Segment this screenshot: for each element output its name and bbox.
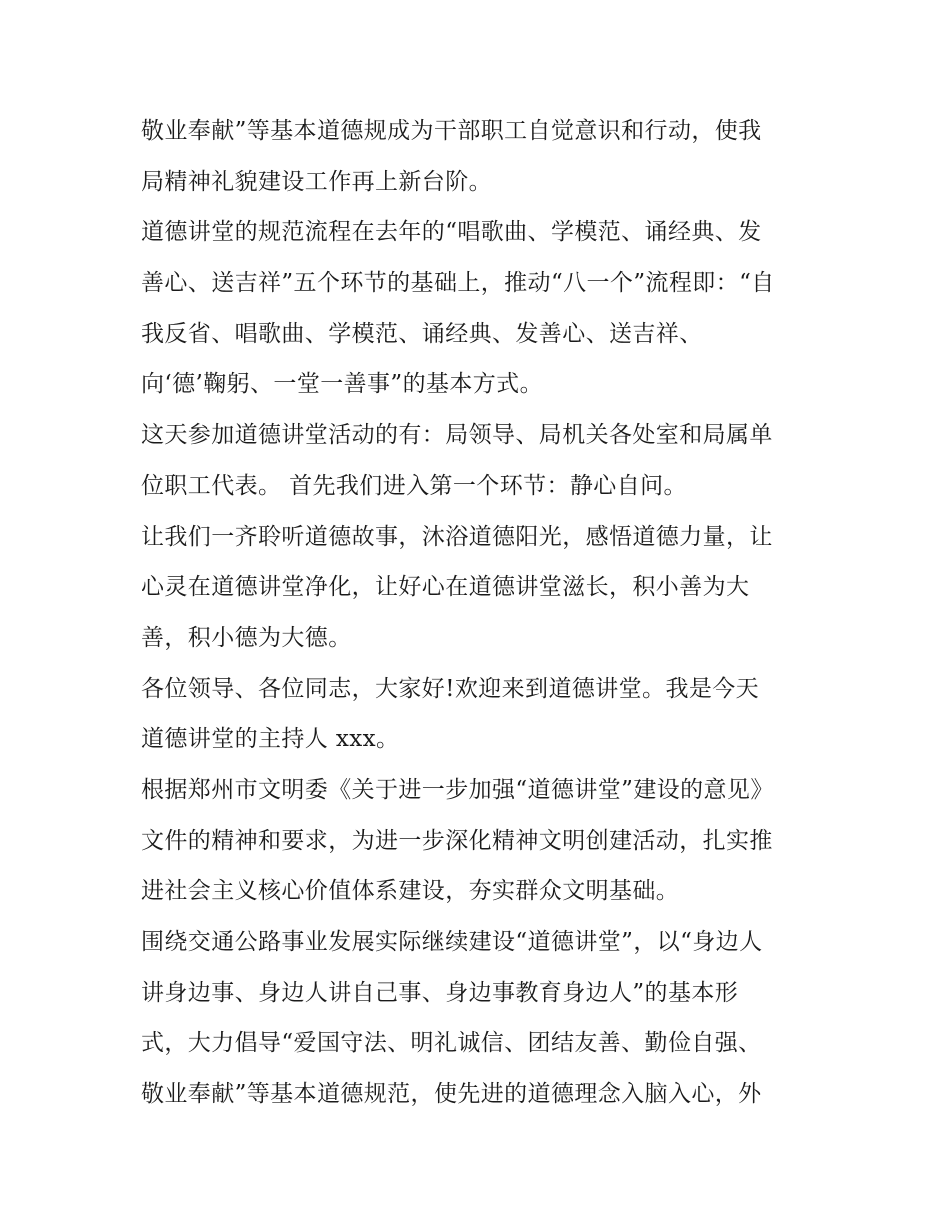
- text-line: 式，大力倡导“爱国守法、明礼诚信、团结友善、勤俭自强、: [141, 1030, 762, 1057]
- text-line: 围绕交通公路事业发展实际继续建设“道德讲堂”，以“身边人: [141, 929, 763, 955]
- text-line: 根据郑州市文明委《关于进一步加强“道德讲堂”建设的意见》: [141, 776, 774, 803]
- text-line: 位职工代表。 首先我们进入第一个环节：静心自问。: [141, 472, 687, 499]
- text-line: 让我们一齐聆听道德故事，沐浴道德阳光，感悟道德力量，让: [141, 523, 773, 550]
- text-line: 进社会主义核心价值体系建设，夯实群众文明基础。: [141, 878, 680, 905]
- text-line: 道德讲堂的规范流程在去年的“唱歌曲、学模范、诵经典、发: [141, 219, 762, 246]
- text-line: 敬业奉献”等基本道德规成为干部职工自觉意识和行动，使我: [141, 118, 762, 144]
- text-line: 道德讲堂的主持人 xxx。: [141, 726, 400, 753]
- text-line: 善心、送吉祥”五个环节的基础上，推动“八一个”流程即：“自: [141, 270, 775, 297]
- document-body: [141, 106, 841, 1120]
- text-line: 文件的精神和要求，为进一步深化精神文明创建活动，扎实推: [141, 827, 773, 854]
- text-line: 心灵在道德讲堂净化，让好心在道德讲堂滋长，积小善为大: [141, 574, 750, 601]
- text-line: 局精神礼貌建设工作再上新台阶。: [141, 168, 492, 195]
- text-line: 这天参加道德讲堂活动的有：局领导、局机关各处室和局属单: [141, 422, 773, 449]
- text-line: 各位领导、各位同志，大家好!欢迎来到道德讲堂。我是今天: [141, 675, 760, 702]
- text-line: 向‘德’鞠躬、一堂一善事”的基本方式。: [141, 371, 543, 398]
- text-line: 讲身边事、身边人讲自己事、身边事教育身边人”的基本形: [141, 979, 739, 1006]
- text-line: 善，积小德为大德。: [141, 624, 352, 651]
- text-line: 我反省、唱歌曲、学模范、诵经典、发善心、送吉祥、: [141, 320, 703, 347]
- text-line: 敬业奉献”等基本道德规范，使先进的道德理念入脑入心，外: [141, 1081, 762, 1108]
